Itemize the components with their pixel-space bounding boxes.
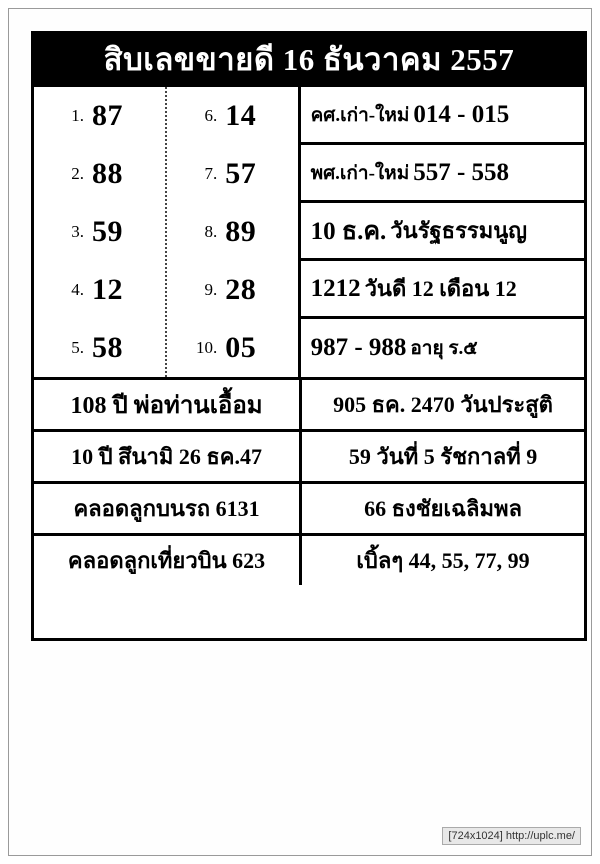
- number-value: 58: [92, 331, 123, 364]
- note-row: [301, 145, 584, 203]
- number-index: 6.: [204, 106, 218, 125]
- note-value: 557 - 558: [413, 158, 510, 186]
- bottom-cell-left: คลอดลูกเที่ยวบิน 623: [34, 536, 302, 585]
- page-title: สิบเลขขายดี 16 ธันวาคม 2557: [103, 41, 515, 77]
- bottom-row: [34, 533, 584, 585]
- note-label: พศ.เก่า-ใหม่: [310, 162, 410, 184]
- number-value: 59: [92, 215, 123, 248]
- number-index: 5.: [71, 338, 84, 357]
- note-row: [301, 87, 584, 145]
- number-index: 9.: [204, 280, 218, 299]
- note-label: 10 ธ.ค.: [310, 217, 387, 245]
- number-entry: [34, 145, 165, 203]
- number-entry: [34, 87, 165, 145]
- number-entry: [167, 261, 297, 319]
- scanned-sheet: [8, 8, 592, 856]
- note-row: [301, 261, 584, 319]
- number-index: 4.: [71, 280, 84, 299]
- bottom-row: [34, 481, 584, 533]
- number-column-left: [34, 87, 167, 377]
- number-entry: [34, 261, 165, 319]
- number-value: 05: [225, 331, 257, 364]
- note-value: 014 - 015: [413, 100, 510, 128]
- number-entry: [167, 87, 297, 145]
- number-index: 8.: [204, 222, 218, 241]
- note-value: อายุ ร.๕: [410, 338, 478, 359]
- number-value: 14: [225, 99, 257, 132]
- number-value: 88: [92, 157, 123, 190]
- number-index: 1.: [71, 106, 84, 125]
- bottom-cell-right: 905 ธค. 2470 วันประสูติ: [333, 392, 553, 417]
- note-label: 1212: [310, 274, 361, 302]
- number-index: 2.: [71, 164, 84, 183]
- number-index: 3.: [71, 222, 84, 241]
- note-row: [301, 203, 584, 261]
- note-label: 987 - 988: [310, 334, 407, 361]
- number-entry: [34, 319, 165, 377]
- top-block: [34, 87, 584, 377]
- note-value: วันรัฐธรรมนูญ: [390, 218, 527, 243]
- number-value: 57: [225, 157, 257, 190]
- lottery-paper: [31, 31, 587, 641]
- number-index: 10.: [196, 338, 218, 357]
- bottom-row: [34, 377, 584, 429]
- bottom-cell-left: 10 ปี สึนามิ 26 ธค.47: [34, 432, 302, 481]
- bottom-cell-left: 108 ปี พ่อท่านเอื้อม: [34, 380, 302, 429]
- number-entry: [167, 145, 297, 203]
- note-value: วันดี 12 เดือน 12: [364, 276, 517, 301]
- number-value: 87: [92, 99, 123, 132]
- number-index: 7.: [204, 164, 218, 183]
- note-label: คศ.เก่า-ใหม่: [310, 104, 410, 126]
- number-entry: [167, 319, 297, 377]
- bottom-cell-right: 59 วันที่ 5 รัชกาลที่ 9: [348, 444, 538, 469]
- bottom-cell-right: เบิ้ลๆ 44, 55, 77, 99: [356, 548, 530, 573]
- number-entry: [167, 203, 297, 261]
- note-row: [301, 319, 584, 377]
- number-value: 28: [225, 273, 257, 306]
- number-entry: [34, 203, 165, 261]
- number-column-right: [167, 87, 300, 377]
- bottom-cell-left: คลอดลูกบนรถ 6131: [34, 484, 302, 533]
- notes-column: [301, 87, 584, 377]
- number-value: 12: [92, 273, 123, 306]
- title-bar: [31, 31, 587, 87]
- main-grid: [31, 87, 587, 641]
- bottom-cell-right: 66 ธงชัยเฉลิมพล: [364, 496, 523, 521]
- bottom-row: [34, 429, 584, 481]
- number-value: 89: [225, 215, 257, 248]
- watermark-label: [724x1024] http://uplc.me/: [442, 827, 581, 845]
